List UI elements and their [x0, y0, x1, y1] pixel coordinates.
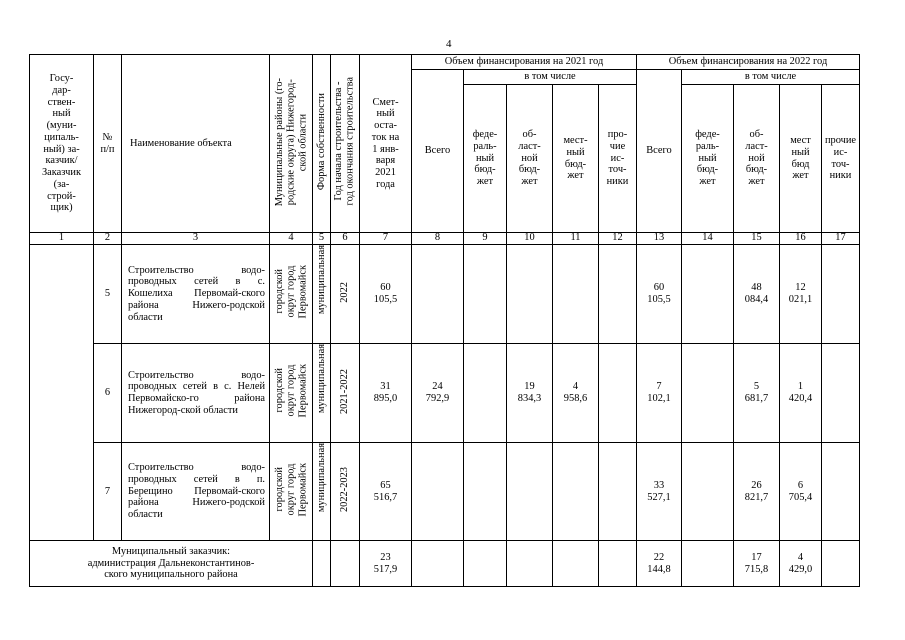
- ownership: муниципальная: [315, 245, 327, 315]
- object-name: Строительство водо-проводных сетей в с. Нелей Первомайско-го района Нижегород-ской области: [122, 344, 270, 443]
- header-regional-2022: об- ласт- ной бюд- жет: [734, 85, 780, 233]
- regional-2021: 19 834,3: [507, 344, 553, 443]
- header-funding-2021: Объем финансирования на 2021 год: [412, 55, 637, 70]
- estimated-balance: 65 516,7: [360, 443, 412, 541]
- total-2021: [412, 245, 464, 344]
- column-number: 12: [599, 233, 637, 245]
- header-years: Год начала строительства - год окончания строительства: [333, 77, 356, 206]
- summary-local-2022: 4 429,0: [780, 541, 822, 587]
- header-local-2021: мест- ный бюд- жет: [553, 85, 599, 233]
- local-2022: 12 021,1: [780, 245, 822, 344]
- ownership: муниципальная: [315, 344, 327, 414]
- header-other-2022: прочие ис- точ- ники: [822, 85, 860, 233]
- page-number: 4: [446, 38, 452, 50]
- column-numbers-row: [30, 233, 860, 245]
- summary-regional-2021: [507, 541, 553, 587]
- header-total-2021: Всего: [412, 70, 464, 233]
- regional-2022: 26 821,7: [734, 443, 780, 541]
- summary-years: [331, 541, 360, 587]
- estimated-balance: 31 895,0: [360, 344, 412, 443]
- header-including-2022: в том числе: [682, 70, 860, 85]
- summary-federal-2021: [464, 541, 507, 587]
- local-2021: 4 958,6: [553, 344, 599, 443]
- summary-total-2022: 22 144,8: [637, 541, 682, 587]
- header-ownership: Форма собственности: [315, 93, 327, 191]
- row-number: 7: [94, 443, 122, 541]
- funding-table: [29, 54, 860, 587]
- federal-2022: [682, 344, 734, 443]
- summary-other-2021: [599, 541, 637, 587]
- column-number: 13: [637, 233, 682, 245]
- column-number: 8: [412, 233, 464, 245]
- header-object-name: Наименование объекта: [122, 55, 270, 233]
- column-number: 4: [270, 233, 313, 245]
- header-funding-2022: Объем финансирования на 2022 год: [637, 55, 860, 70]
- estimated-balance: 60 105,5: [360, 245, 412, 344]
- column-number: 10: [507, 233, 553, 245]
- header-other-2021: про- чие ис- точ- ники: [599, 85, 637, 233]
- customer-cell: [30, 245, 94, 541]
- other-2021: [599, 245, 637, 344]
- column-number: 3: [122, 233, 270, 245]
- row-number: 5: [94, 245, 122, 344]
- row-number: 6: [94, 344, 122, 443]
- other-2021: [599, 344, 637, 443]
- header-customer: Госу- дар- ствен- ный (муни- ципаль- ный) за- казчик/ Заказчик (за- строй- щик): [30, 55, 94, 233]
- construction-years: 2021-2022: [339, 368, 351, 414]
- column-number: 1: [30, 233, 94, 245]
- summary-other-2022: [822, 541, 860, 587]
- header-number: № п/п: [94, 55, 122, 233]
- summary-local-2021: [553, 541, 599, 587]
- total-2022: 33 527,1: [637, 443, 682, 541]
- total-2021: 24 792,9: [412, 344, 464, 443]
- table-row: [30, 344, 860, 443]
- header-federal-2021: феде- раль- ный бюд- жет: [464, 85, 507, 233]
- table-row: [30, 245, 860, 344]
- construction-years: 2022-2023: [339, 467, 351, 513]
- district: городской округ город Первомайск: [273, 462, 308, 517]
- header-local-2022: мест ный бюд жет: [780, 85, 822, 233]
- regional-2022: 48 084,4: [734, 245, 780, 344]
- column-number: 14: [682, 233, 734, 245]
- header-total-2022: Всего: [637, 70, 682, 233]
- summary-total-2021: [412, 541, 464, 587]
- construction-years: 2022: [339, 281, 351, 303]
- header-estimated-balance: Смет- ный оста- ток на 1 янв- варя 2021 года: [360, 55, 412, 233]
- header-districts: Муниципальные районы (го- родские округа) Нижегород- ской области: [273, 77, 308, 206]
- column-number: 9: [464, 233, 507, 245]
- local-2022: 1 420,4: [780, 344, 822, 443]
- summary-ownership: [313, 541, 331, 587]
- summary-label: Муниципальный заказчик: администрация Дальнеконстантинов- ского муниципального района: [30, 541, 313, 587]
- column-number: 15: [734, 233, 780, 245]
- district: городской округ город Первомайск: [273, 364, 308, 418]
- object-name: Строительство водо-проводных сетей в с. Кошелиха Первомай-ского района Нижего-родской области: [122, 245, 270, 344]
- total-2021: [412, 443, 464, 541]
- column-number: 16: [780, 233, 822, 245]
- column-number: 2: [94, 233, 122, 245]
- header-including-2021: в том числе: [464, 70, 637, 85]
- total-2022: 7 102,1: [637, 344, 682, 443]
- column-number: 6: [331, 233, 360, 245]
- local-2021: [553, 245, 599, 344]
- column-number: 17: [822, 233, 860, 245]
- summary-balance: 23 517,9: [360, 541, 412, 587]
- table-row: [30, 443, 860, 541]
- summary-regional-2022: 17 715,8: [734, 541, 780, 587]
- summary-row: [30, 541, 860, 587]
- other-2021: [599, 443, 637, 541]
- other-2022: [822, 245, 860, 344]
- federal-2021: [464, 344, 507, 443]
- column-number: 7: [360, 233, 412, 245]
- summary-federal-2022: [682, 541, 734, 587]
- local-2022: 6 705,4: [780, 443, 822, 541]
- regional-2021: [507, 245, 553, 344]
- district: городской округ город Первомайск: [273, 265, 308, 319]
- federal-2022: [682, 245, 734, 344]
- header-regional-2021: об- ласт- ной бюд- жет: [507, 85, 553, 233]
- federal-2022: [682, 443, 734, 541]
- header-federal-2022: феде- раль- ный бюд- жет: [682, 85, 734, 233]
- local-2021: [553, 443, 599, 541]
- column-number: 5: [313, 233, 331, 245]
- column-number: 11: [553, 233, 599, 245]
- federal-2021: [464, 443, 507, 541]
- regional-2021: [507, 443, 553, 541]
- regional-2022: 5 681,7: [734, 344, 780, 443]
- other-2022: [822, 443, 860, 541]
- federal-2021: [464, 245, 507, 344]
- other-2022: [822, 344, 860, 443]
- ownership: муниципальная: [315, 443, 327, 513]
- total-2022: 60 105,5: [637, 245, 682, 344]
- object-name: Строительство водо-проводных сетей в п. Берещино Первомай-ского района Нижего-родской области: [122, 443, 270, 541]
